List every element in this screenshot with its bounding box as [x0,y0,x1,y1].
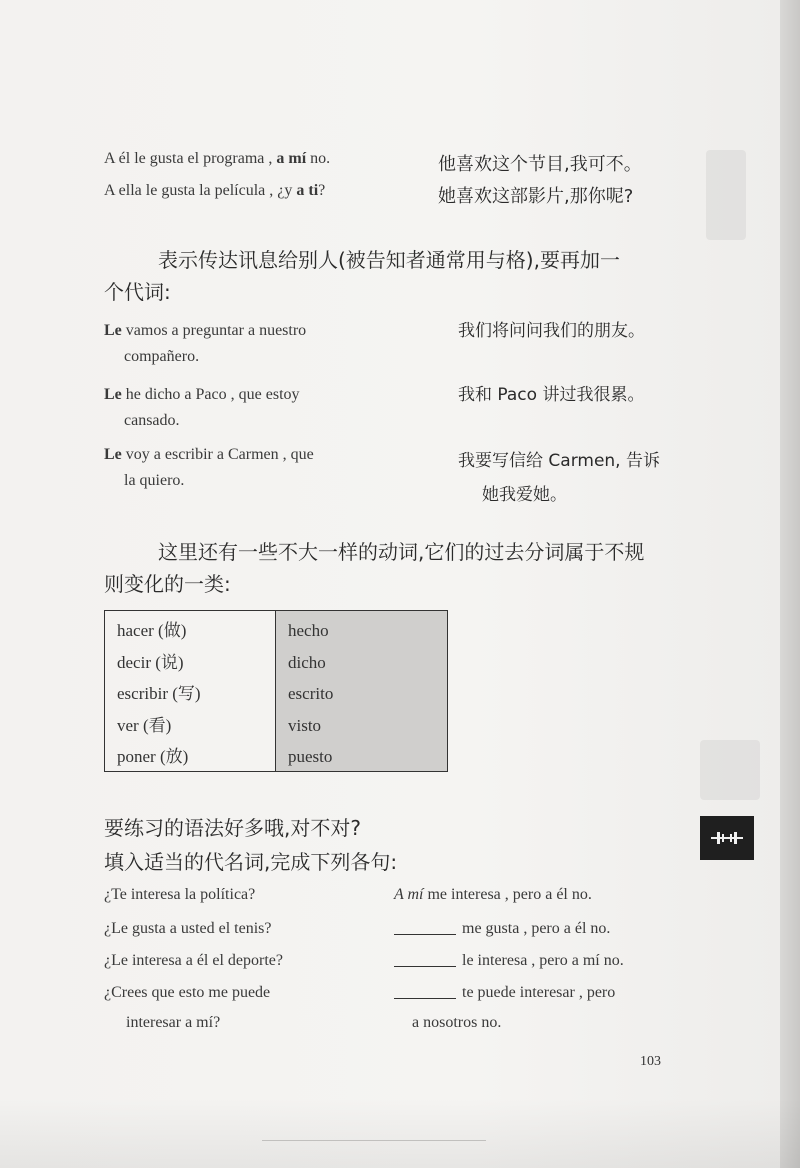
answer: le interesa , pero a mí no. [394,952,624,970]
paragraph-line: 则变化的一类: [104,572,231,596]
le-example-chinese: 我和 Paco 讲过我很累。 [458,385,645,405]
infinitive-cell: escribir (写) [117,684,201,703]
dumbbell-icon [709,830,745,846]
participle-cell: escrito [288,684,334,703]
answer: A mí me interesa , pero a él no. [394,886,592,903]
infinitive-cell: decir (说) [117,652,184,672]
page-number: 103 [640,1054,661,1069]
participle-cell: visto [288,715,322,735]
spanish-sentence: A él le gusta el programa , a mí no. [104,150,331,167]
question: ¿Te interesa la política? [104,886,256,903]
answer: te puede interesar , pero [394,984,615,1002]
page-edge [780,0,800,1168]
le-example-spanish: Le he dicho a Paco , que estoy cansado. [104,386,300,429]
exercise-heading: 要练习的语法好多哦,对不对? [104,816,361,840]
infinitive-column [105,611,276,771]
le-example-spanish: Le voy a escribir a Carmen , que la quiero. [104,446,314,489]
answer-continuation: a nosotros no. [412,1014,502,1031]
paragraph-line: 这里还有一些不大一样的动词,它们的过去分词属于不规 [158,540,645,564]
exercise-instruction: 填入适当的代名词,完成下列各句: [104,850,398,874]
le-example-chinese: 我们将问问我们的朋友。 [458,321,645,341]
participle-cell: hecho [288,621,329,640]
answer: me gusta , pero a él no. [394,920,610,938]
participle-cell: puesto [288,747,333,766]
infinitive-cell: poner (放) [117,747,189,766]
question-continuation: interesar a mí? [126,1014,221,1031]
bleed-through-shadow [706,150,746,240]
paragraph-line: 表示传达讯息给别人(被告知者通常用与格),要再加一 [158,248,620,272]
infinitive-cell: ver (看) [117,715,172,735]
chinese-translation: 他喜欢这个节目,我可不。 [438,154,642,175]
paragraph-line: 个代词: [104,280,171,304]
bleed-through-shadow [700,740,760,800]
spanish-sentence: A ella le gusta la película , ¿y a ti? [104,182,326,199]
answer-blank[interactable] [394,984,456,999]
participle-cell: dicho [288,652,326,672]
infinitive-cell: hacer (做) [117,621,187,640]
bottom-shadow [0,1098,800,1168]
question: ¿Le gusta a usted el tenis? [104,920,272,937]
participle-column [276,611,447,771]
question: ¿Crees que esto me puede [104,984,271,1001]
answer-blank[interactable] [394,952,456,967]
le-example-chinese: 我要写信给 Carmen, 告诉 她我爱她。 [458,451,660,505]
chinese-translation: 她喜欢这部影片,那你呢? [438,186,634,207]
question: ¿Le interesa a él el deporte? [104,952,283,969]
le-example-spanish: Le vamos a preguntar a nuestro compañero. [104,322,307,365]
section-tab-marker [700,816,754,860]
irregular-participle-table [104,610,448,772]
answer-blank[interactable] [394,920,456,935]
